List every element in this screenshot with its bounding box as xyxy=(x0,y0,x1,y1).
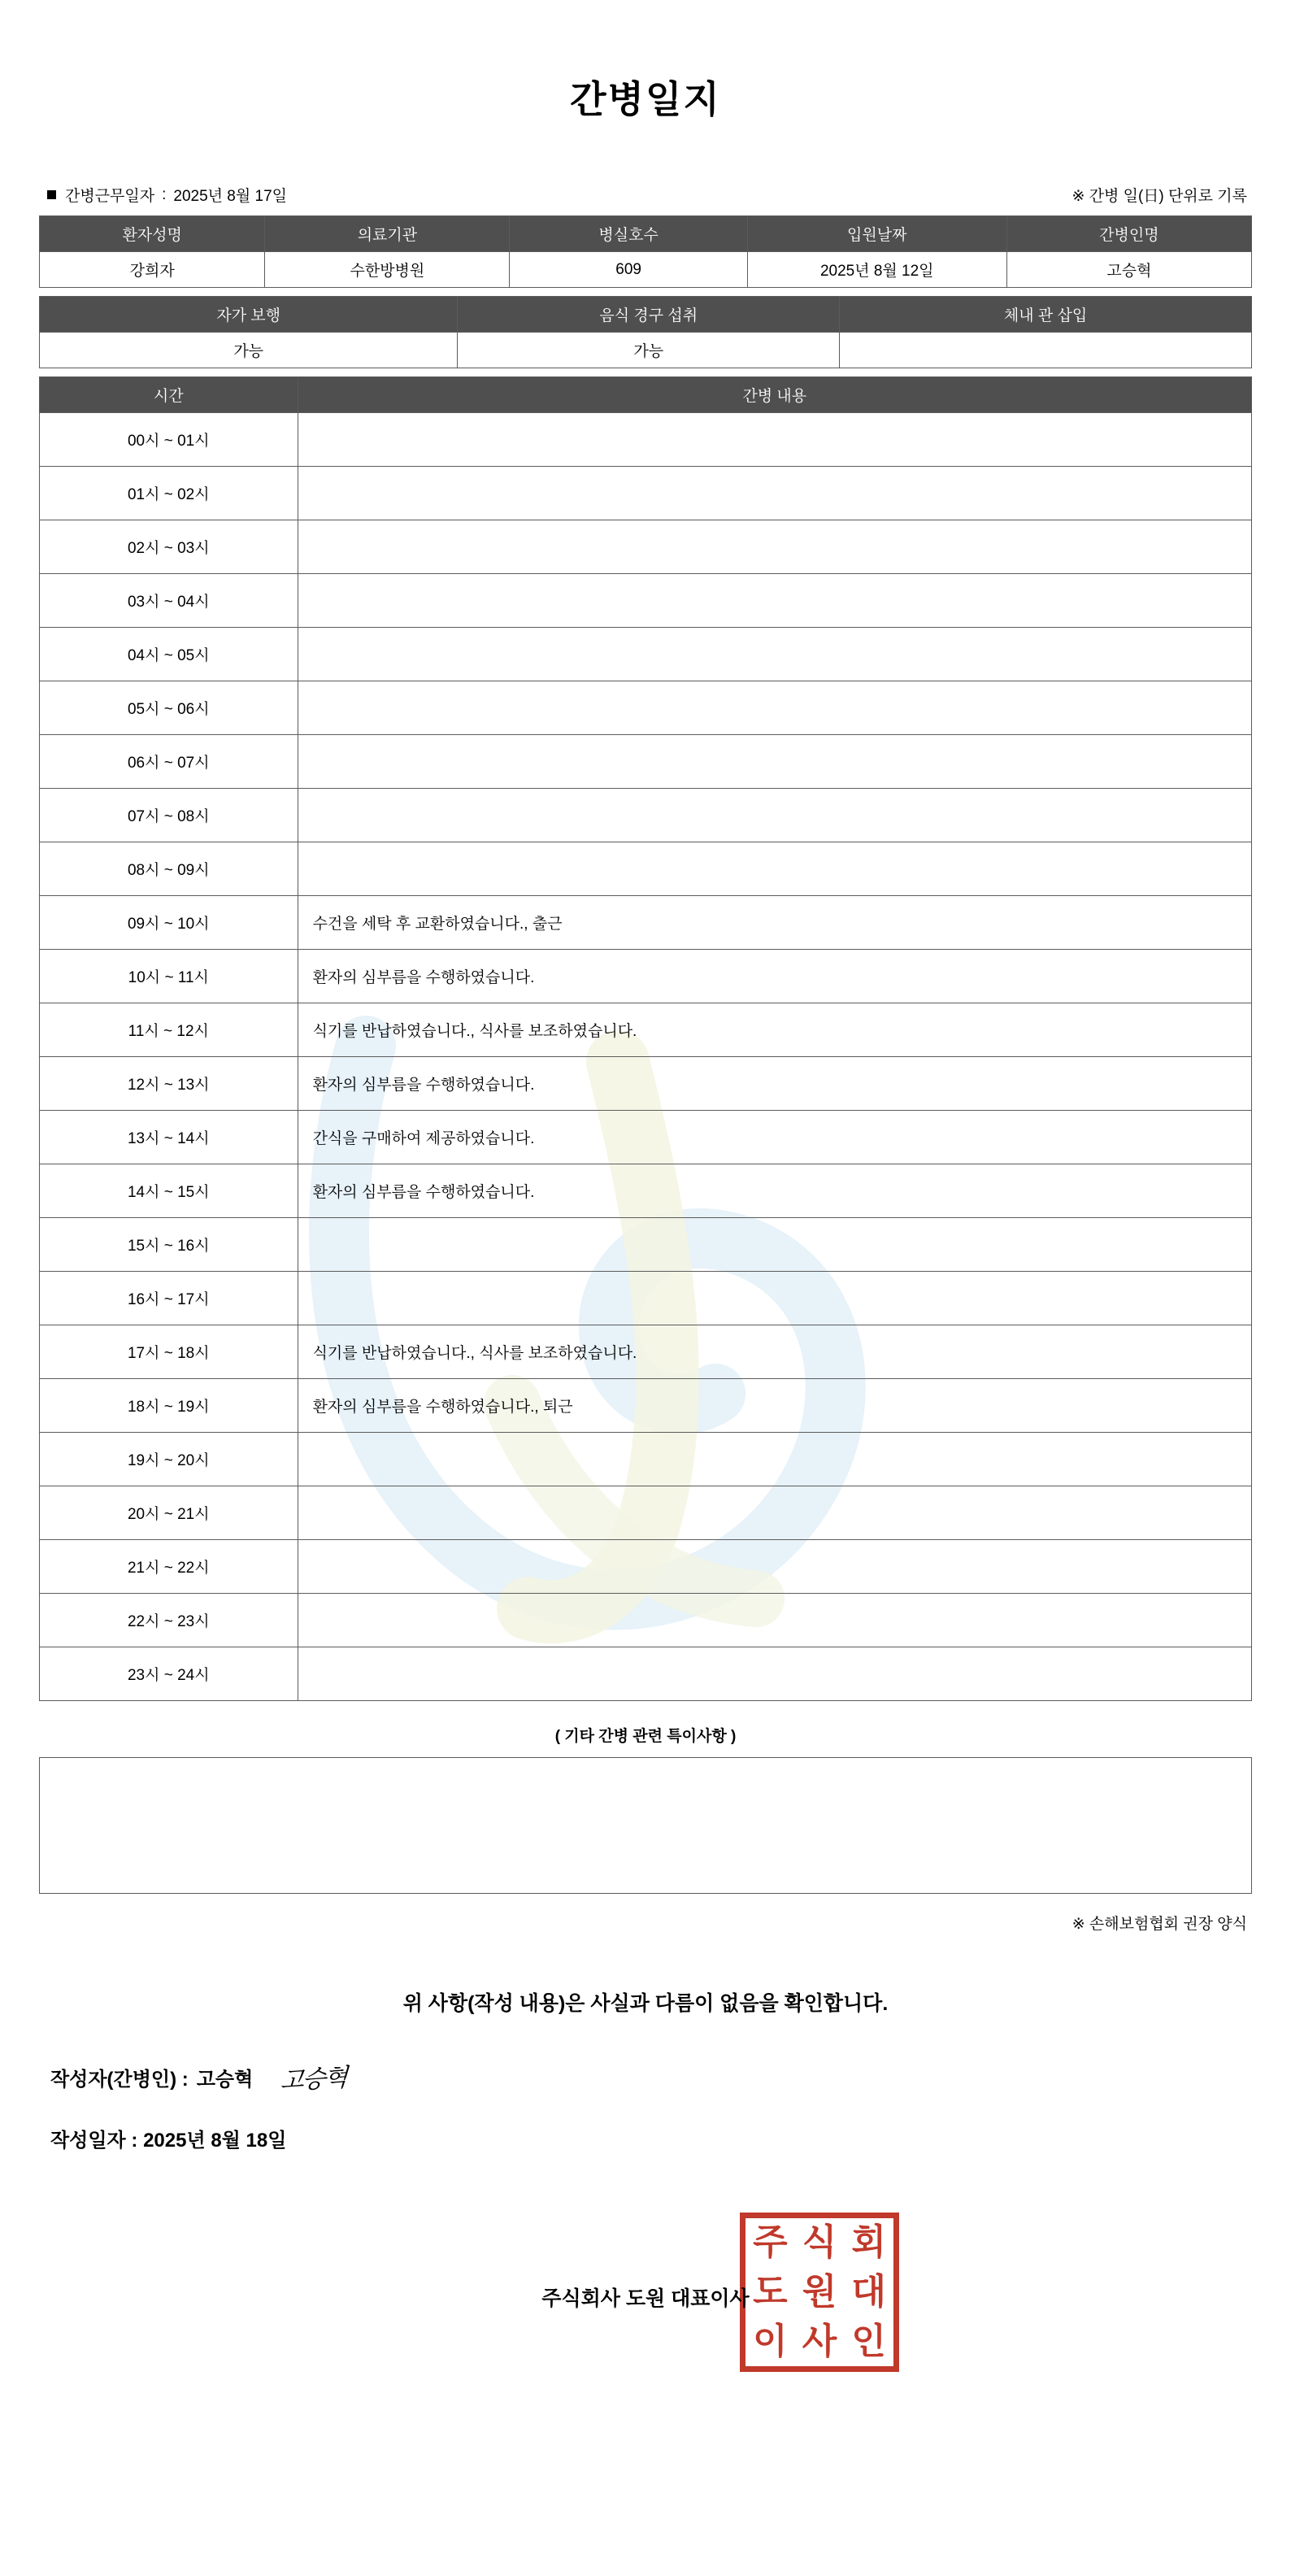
value-oral-intake: 가능 xyxy=(458,333,840,368)
cell-time: 19시 ~ 20시 xyxy=(40,1433,298,1486)
value-self-walking: 가능 xyxy=(40,333,458,368)
col-header-hospital: 의료기관 xyxy=(265,216,510,252)
date-value: 2025년 8월 18일 xyxy=(143,2130,287,2152)
cell-care-content xyxy=(298,413,1251,467)
document-page xyxy=(0,70,1291,2576)
value-caregiver-name: 고승혁 xyxy=(1006,252,1251,288)
table-row xyxy=(40,1379,1252,1433)
cell-time: 11시 ~ 12시 xyxy=(40,1003,298,1057)
value-tube-insertion xyxy=(840,333,1252,368)
author-date-row xyxy=(39,2124,1252,2152)
table-row xyxy=(40,1057,1252,1111)
cell-time: 01시 ~ 02시 xyxy=(40,467,298,520)
col-header-care-content: 간병 내용 xyxy=(298,377,1251,413)
table-row xyxy=(40,681,1252,735)
cell-care-content xyxy=(298,520,1251,574)
meta-row xyxy=(39,184,1252,206)
cell-care-content xyxy=(298,467,1251,520)
stamp-char: 회 xyxy=(851,2221,886,2264)
value-admission-date: 2025년 8월 12일 xyxy=(747,252,1006,288)
col-header-caregiver-name: 간병인명 xyxy=(1006,216,1251,252)
cell-time: 06시 ~ 07시 xyxy=(40,735,298,789)
cell-care-content xyxy=(298,574,1251,628)
cell-care-content: 식기를 반납하였습니다., 식사를 보조하였습니다. xyxy=(298,1325,1251,1379)
table-row xyxy=(40,1218,1252,1272)
cell-time: 10시 ~ 11시 xyxy=(40,950,298,1003)
cell-care-content: 환자의 심부름을 수행하였습니다. xyxy=(298,1057,1251,1111)
date-label: 작성일자 : xyxy=(50,2130,138,2152)
cell-time: 04시 ~ 05시 xyxy=(40,628,298,681)
cell-care-content: 간식을 구매하여 제공하였습니다. xyxy=(298,1111,1251,1164)
stamp-char: 주 xyxy=(753,2221,788,2264)
table-row xyxy=(40,735,1252,789)
cell-time: 14시 ~ 15시 xyxy=(40,1164,298,1218)
work-date-group xyxy=(47,184,287,206)
table-row xyxy=(40,252,1252,288)
value-patient-name: 강희자 xyxy=(40,252,265,288)
table-row xyxy=(40,1540,1252,1594)
cell-time: 03시 ~ 04시 xyxy=(40,574,298,628)
stamp-char: 원 xyxy=(802,2270,837,2313)
author-signature-row xyxy=(39,2059,1252,2095)
table-row xyxy=(40,950,1252,1003)
table-row xyxy=(40,1647,1252,1701)
table-row xyxy=(40,1433,1252,1486)
signature-mark: 고승혁 xyxy=(280,2063,347,2096)
stamp-char: 도 xyxy=(753,2270,788,2313)
cell-care-content xyxy=(298,1486,1251,1540)
cell-care-content: 식기를 반납하였습니다., 식사를 보조하였습니다. xyxy=(298,1003,1251,1057)
cell-care-content xyxy=(298,1540,1251,1594)
table-row xyxy=(40,520,1252,574)
work-date-label: 간병근무일자 xyxy=(65,188,155,205)
value-room-number: 609 xyxy=(510,252,747,288)
cell-time: 07시 ~ 08시 xyxy=(40,789,298,842)
work-date-value: 2025년 8월 17일 xyxy=(173,188,287,205)
table-row xyxy=(40,896,1252,950)
col-header-patient-name: 환자성명 xyxy=(40,216,265,252)
col-header-room-number: 병실호수 xyxy=(510,216,747,252)
cell-time: 05시 ~ 06시 xyxy=(40,681,298,735)
value-hospital: 수한방병원 xyxy=(265,252,510,288)
confirmation-statement: 위 사항(작성 내용)은 사실과 다름이 없음을 확인합니다. xyxy=(402,1992,889,2015)
cell-time: 23시 ~ 24시 xyxy=(40,1647,298,1701)
cell-care-content xyxy=(298,681,1251,735)
cell-care-content xyxy=(298,735,1251,789)
cell-care-content xyxy=(298,842,1251,896)
cell-time: 13시 ~ 14시 xyxy=(40,1111,298,1164)
cell-time: 02시 ~ 03시 xyxy=(40,520,298,574)
notes-label: ( 기타 간병 관련 특이사항 ) xyxy=(554,1728,737,1745)
hourly-care-log-table xyxy=(39,376,1252,1701)
cell-care-content xyxy=(298,1218,1251,1272)
table-row xyxy=(40,574,1252,628)
cell-time: 00시 ~ 01시 xyxy=(40,413,298,467)
cell-care-content xyxy=(298,1647,1251,1701)
table-header-row xyxy=(40,297,1252,333)
stamp-char: 이 xyxy=(753,2320,788,2362)
company-row xyxy=(39,2209,1252,2380)
table-row xyxy=(40,628,1252,681)
col-header-self-walking: 자가 보행 xyxy=(40,297,458,333)
table-header-row xyxy=(40,216,1252,252)
cell-care-content xyxy=(298,789,1251,842)
patient-condition-table xyxy=(39,296,1252,368)
cell-time: 17시 ~ 18시 xyxy=(40,1325,298,1379)
cell-care-content xyxy=(298,628,1251,681)
table-row xyxy=(40,1164,1252,1218)
stamp-char: 사 xyxy=(802,2320,837,2362)
col-header-admission-date: 입원날짜 xyxy=(747,216,1006,252)
stamp-char: 대 xyxy=(851,2270,886,2313)
col-header-oral-intake: 음식 경구 섭취 xyxy=(458,297,840,333)
cell-care-content xyxy=(298,1272,1251,1325)
cell-time: 22시 ~ 23시 xyxy=(40,1594,298,1647)
table-header-row xyxy=(40,377,1252,413)
table-row xyxy=(40,789,1252,842)
table-row xyxy=(40,1003,1252,1057)
form-source-note: ※ 손해보험협회 권장 양식 xyxy=(1071,1916,1247,1933)
table-row xyxy=(40,333,1252,368)
cell-care-content: 환자의 심부름을 수행하였습니다. xyxy=(298,950,1251,1003)
table-row xyxy=(40,1486,1252,1540)
col-header-tube-insertion: 체내 관 삽입 xyxy=(840,297,1252,333)
author-name: 고승혁 xyxy=(196,2068,254,2091)
unit-note: ※ 간병 일(日) 단위로 기록 xyxy=(1071,188,1247,205)
cell-care-content: 환자의 심부름을 수행하였습니다. xyxy=(298,1164,1251,1218)
page-title: 간병일지 xyxy=(570,78,721,120)
table-row xyxy=(40,1272,1252,1325)
cell-time: 15시 ~ 16시 xyxy=(40,1218,298,1272)
cell-time: 09시 ~ 10시 xyxy=(40,896,298,950)
company-representative-line: 주식회사 도원 대표이사 xyxy=(541,2287,750,2310)
cell-time: 08시 ~ 09시 xyxy=(40,842,298,896)
cell-time: 12시 ~ 13시 xyxy=(40,1057,298,1111)
bullet-square-icon xyxy=(47,190,56,199)
author-label: 작성자(간병인) : xyxy=(50,2068,189,2091)
table-row xyxy=(40,467,1252,520)
table-row xyxy=(40,842,1252,896)
cell-time: 21시 ~ 22시 xyxy=(40,1540,298,1594)
cell-time: 18시 ~ 19시 xyxy=(40,1379,298,1433)
cell-care-content: 수건을 세탁 후 교환하였습니다., 출근 xyxy=(298,896,1251,950)
cell-care-content xyxy=(298,1594,1251,1647)
table-row xyxy=(40,1325,1252,1379)
table-row xyxy=(40,1594,1252,1647)
col-header-time: 시간 xyxy=(40,377,298,413)
notes-box xyxy=(39,1757,1252,1894)
patient-info-table xyxy=(39,215,1252,288)
cell-care-content xyxy=(298,1433,1251,1486)
cell-time: 16시 ~ 17시 xyxy=(40,1272,298,1325)
cell-care-content: 환자의 심부름을 수행하였습니다., 퇴근 xyxy=(298,1379,1251,1433)
table-row xyxy=(40,413,1252,467)
stamp-char: 식 xyxy=(802,2221,837,2264)
work-date-separator: : xyxy=(162,185,167,203)
stamp-char: 인 xyxy=(851,2320,886,2362)
cell-time: 20시 ~ 21시 xyxy=(40,1486,298,1540)
table-row xyxy=(40,1111,1252,1164)
